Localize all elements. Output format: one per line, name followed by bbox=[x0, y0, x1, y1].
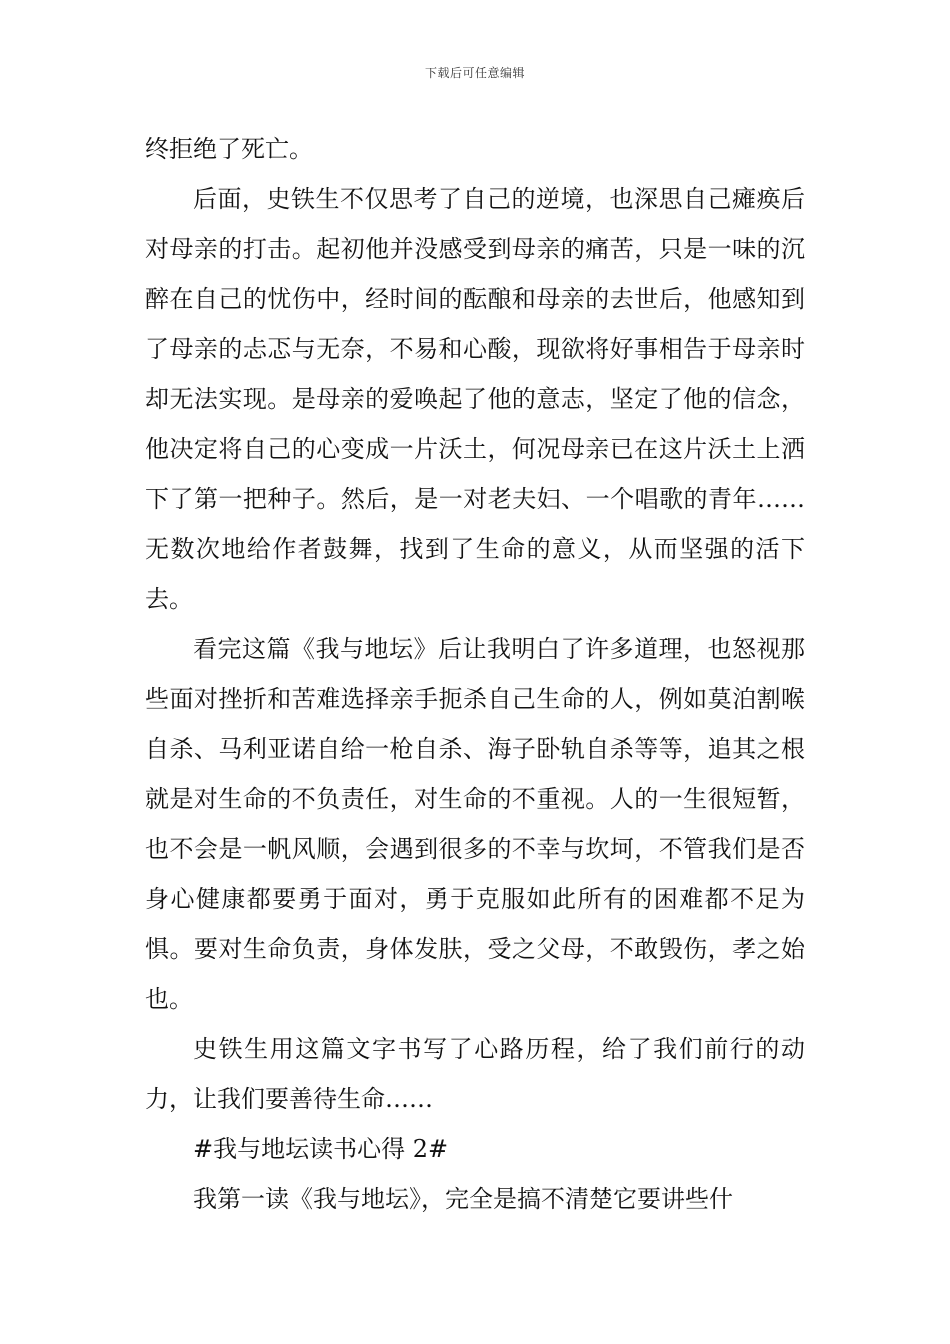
paragraph-continuation: 终拒绝了死亡。 bbox=[145, 135, 313, 163]
page-header: 下载后可任意编辑 bbox=[424, 66, 525, 80]
paragraph-reflection: 看完这篇《我与地坛》后让我明白了许多道理，也怒视那些面对挫折和苦难选择亲手扼杀自己生命的人，例如莫泊割喉自杀、马利亚诺自给一枪自杀、海子卧轨自杀等等，追其之根就是对生命的不负责任，对生命的不重视。人的一生很短暂，也不会是一帆风顺，会遇到很多的不幸与坎坷，不管我们是否身心健康都要勇于面对，勇于克服如此所有的困难都不足为惧。要对生命负责，身体发肤，受之父母，不敢毁伤，孝之始也。 bbox=[145, 635, 805, 1013]
paragraph-conclusion: 史铁生用这篇文字书写了心路历程，给了我们前行的动力，让我们要善待生命…… bbox=[145, 1035, 805, 1113]
document-body bbox=[145, 124, 805, 1224]
paragraph-second-essay-start: 我第一读《我与地坛》，完全是搞不清楚它要讲些什 bbox=[193, 1185, 733, 1213]
paragraph-mother: 后面，史铁生不仅思考了自己的逆境，也深思自己瘫痪后对母亲的打击。起初他并没感受到母亲的痛苦，只是一味的沉醉在自己的忧伤中，经时间的酝酿和母亲的去世后，他感知到了母亲的忐忑与无奈，不易和心酸，现欲将好事相告于母亲时却无法实现。是母亲的爱唤起了他的意志，坚定了他的信念，他决定将自己的心变成一片沃土，何况母亲已在这片沃土上洒下了第一把种子。然后，是一对老夫妇、一个唱歌的青年……无数次地给作者鼓舞，找到了生命的意义，从而坚强的活下去。 bbox=[145, 185, 805, 613]
section-heading: #我与地坛读书心得 2# bbox=[193, 1135, 449, 1163]
